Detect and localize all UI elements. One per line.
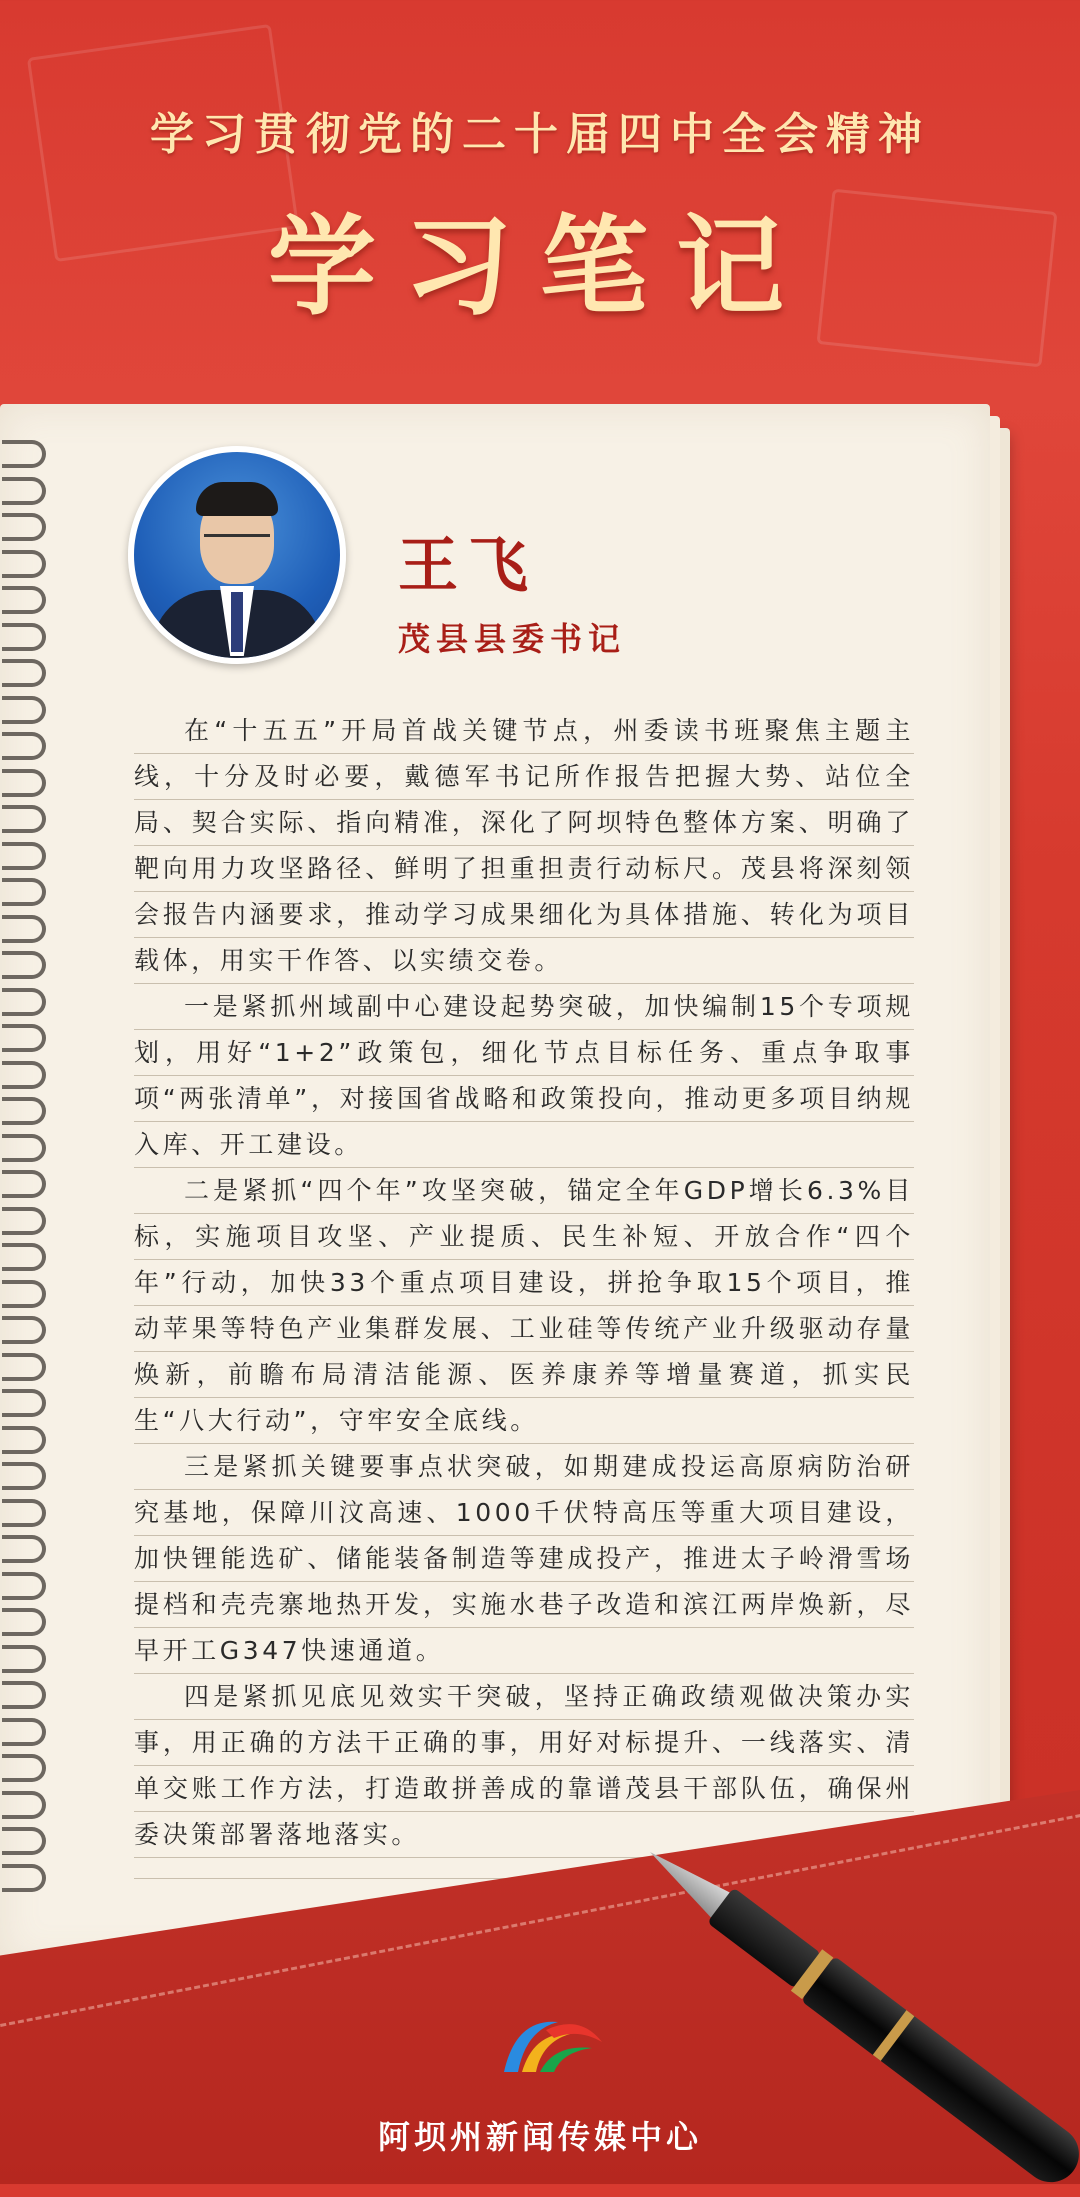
spiral-binding-ring [2,1207,46,1235]
spiral-binding-ring [2,1718,46,1746]
spiral-binding-ring [2,1389,46,1417]
spiral-binding-ring [2,1791,46,1819]
spiral-binding-ring [2,513,46,541]
spiral-binding-ring [2,988,46,1016]
spiral-binding-ring [2,878,46,906]
spiral-binding-ring [2,1024,46,1052]
spiral-binding-ring [2,477,46,505]
spiral-binding-ring [2,1827,46,1855]
spiral-binding-ring [2,915,46,943]
header-subtitle: 学习贯彻党的二十届四中全会精神 [150,109,930,160]
spiral-binding-ring [2,1535,46,1563]
spiral-binding-ring [2,1681,46,1709]
avatar-glasses [204,534,270,553]
spiral-binding-ring [2,1316,46,1344]
spiral-binding-ring [2,805,46,833]
author-avatar [128,446,346,664]
media-center-logo-icon [496,2008,608,2084]
spiral-binding-ring [2,1243,46,1271]
spiral-binding-ring [2,1645,46,1673]
header-title: 学习笔记 [267,204,812,330]
spiral-binding-ring [2,1864,46,1892]
spiral-binding-ring [2,1499,46,1527]
author-name: 王飞 [398,531,538,601]
spiral-binding-ring [2,732,46,760]
spiral-binding-ring [2,1061,46,1089]
spiral-binding-ring [2,1097,46,1125]
spiral-binding-ring [2,586,46,614]
author-title: 茂县县委书记 [398,620,627,658]
spiral-binding-ring [2,1170,46,1198]
body-paragraph: 一是紧抓州域副中心建设起势突破，加快编制15个专项规划，用好“1+2”政策包，细化节点目标任务、重点争取事项“两张清单”，对接国省战略和政策投向，推动更多项目纳规入库、开工建设。 [134,984,914,1168]
spiral-binding-ring [2,550,46,578]
organization-name: 阿坝州新闻传媒中心 [377,2118,702,2156]
spiral-binding-ring [2,659,46,687]
spiral-binding-ring [2,440,46,468]
avatar-hair [196,482,278,516]
spiral-binding-ring [2,1462,46,1490]
body-paragraph: 三是紧抓关键要事点状突破，如期建成投运高原病防治研究基地，保障川汶高速、1000千伏特高压等重大项目建设，加快锂能选矿、储能装备制造等建成投产，推进太子岭滑雪场提档和壳壳寨地热开发，实施水巷子改造和滨江两岸焕新，尽早开工G347快速通道。 [134,1444,914,1674]
spiral-binding-ring [2,1754,46,1782]
spiral-binding-ring [2,1280,46,1308]
article-body [134,708,914,1858]
body-paragraph: 四是紧抓见底见效实干突破，坚持正确政绩观做决策办实事，用正确的方法干正确的事，用好对标提升、一线落实、清单交账工作方法，打造敢拼善成的靠谱茂县干部队伍，确保州委决策部署落地落实。 [134,1674,914,1858]
spiral-binding-ring [2,1608,46,1636]
spiral-binding [0,440,60,1900]
avatar-tie [231,592,243,652]
spiral-binding-ring [2,696,46,724]
body-paragraph: 在“十五五”开局首战关键节点，州委读书班聚焦主题主线，十分及时必要，戴德军书记所作报告把握大势、站位全局、契合实际、指向精准，深化了阿坝特色整体方案、明确了靶向用力攻坚路径、鲜明了担重担责行动标尺。茂县将深刻领会报告内涵要求，推动学习成果细化为具体措施、转化为项目载体，用实干作答、以实绩交卷。 [134,708,914,984]
spiral-binding-ring [2,1134,46,1162]
body-paragraph: 二是紧抓“四个年”攻坚突破，锚定全年GDP增长6.3%目标，实施项目攻坚、产业提质、民生补短、开放合作“四个年”行动，加快33个重点项目建设，拼抢争取15个项目，推动苹果等特色产业集群发展、工业硅等传统产业升级驱动存量焕新，前瞻布局清洁能源、医养康养等增量赛道，抓实民生“八大行动”，守牢安全底线。 [134,1168,914,1444]
spiral-binding-ring [2,769,46,797]
spiral-binding-ring [2,623,46,651]
spiral-binding-ring [2,1572,46,1600]
spiral-binding-ring [2,951,46,979]
spiral-binding-ring [2,1426,46,1454]
spiral-binding-ring [2,1353,46,1381]
spiral-binding-ring [2,842,46,870]
